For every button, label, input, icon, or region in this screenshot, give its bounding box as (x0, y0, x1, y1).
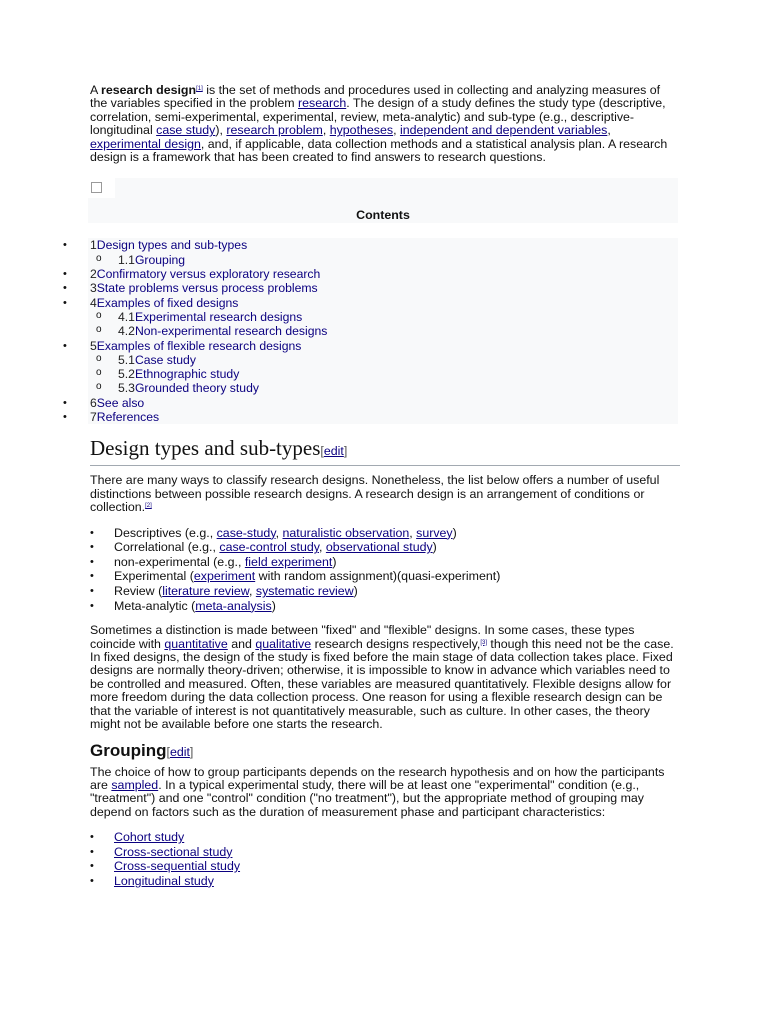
toc-toggle-checkbox[interactable] (91, 182, 102, 193)
list-item (90, 525, 680, 541)
intro-text: A (90, 83, 102, 97)
paragraph-text: research designs respectively, (311, 636, 481, 651)
bracket: ] (343, 444, 348, 459)
intro-text: , and, if applicable, data collection methods and a statistical analysis plan. A research design is a framework that has been created to find answers to research questions. (90, 136, 668, 165)
toc-label: Examples of fixed designs (96, 295, 239, 310)
paragraph-text: . In a typical experimental study, there will be at least one "experimental" condition (e.g., "treatment") and one "control" condition ("no treatment"), but the appropriate method of grouping may depend on factors such as the duration of measurement phase and participant characteristics: (90, 777, 644, 819)
toc-label: Confirmatory versus exploratory research (96, 267, 321, 282)
list-item (90, 873, 680, 889)
bullet-icon: • (63, 268, 67, 281)
section-heading-grouping (90, 742, 680, 761)
circle-bullet-icon: o (96, 367, 102, 379)
paragraph-text: There are many ways to classify research designs. Nonetheless, the list below offers a number of useful distinctions between possible research designs. A research design is an arrangement of conditions or collection. (90, 473, 660, 515)
toc-label: Examples of flexible research designs (96, 338, 302, 353)
toc-list (63, 238, 678, 424)
toc-number: 1.1 (118, 252, 135, 267)
bullet-icon: • (63, 239, 67, 252)
link-research-problem[interactable]: research problem (226, 123, 323, 138)
item-text: Meta-analytic ( (114, 598, 196, 613)
bullet-icon: • (63, 339, 67, 352)
toc-item[interactable] (88, 367, 678, 381)
circle-bullet-icon: o (96, 352, 102, 364)
link-case-study[interactable]: case study (156, 123, 216, 138)
toc-item[interactable] (63, 267, 678, 282)
toc-label: Non-experimental research designs (134, 324, 328, 339)
bullet-icon: • (90, 541, 94, 554)
link-variables[interactable]: independent and dependent variables (399, 123, 608, 138)
item-text: ) (432, 540, 437, 555)
item-text: ) (353, 584, 358, 599)
paragraph-grouping (90, 766, 680, 820)
edit-link[interactable]: edit (323, 444, 344, 459)
toc-link[interactable] (118, 353, 196, 367)
section-heading-design-types (90, 436, 680, 466)
bullet-icon: • (90, 845, 94, 858)
edit-link[interactable]: edit (169, 744, 190, 759)
item-text: ) (332, 554, 337, 569)
link-research[interactable]: research (298, 96, 347, 111)
item-text: Correlational (e.g., (114, 540, 220, 555)
link-cross-sequential-study[interactable]: Cross-sequential study (114, 859, 241, 874)
intro-text: is the set of methods and procedures used in collecting and analyzing measures of the variables specified in the problem (90, 83, 661, 111)
citation-link[interactable]: [2] (145, 503, 152, 510)
toc-label: Experimental research designs (134, 309, 303, 324)
link-longitudinal-study[interactable]: Longitudinal study (114, 873, 214, 888)
link-observational-study[interactable]: observational study (325, 540, 433, 555)
toc-label: Grouping (134, 252, 186, 267)
heading-text: Design types and sub-types (90, 436, 321, 461)
edit-section (166, 745, 193, 759)
toc-label: Ethnographic study (134, 367, 240, 382)
link-qualitative[interactable]: qualitative (255, 636, 312, 651)
toc-number: 1 (90, 238, 97, 253)
paragraph-text: and (227, 636, 256, 651)
link-case-control-study[interactable]: case-control study (219, 540, 320, 555)
bullet-icon: • (90, 526, 94, 539)
separator: , (319, 540, 326, 555)
list-item (90, 569, 680, 584)
toc-number: 5.3 (118, 381, 135, 396)
toc-item[interactable] (88, 253, 678, 267)
separator: , (607, 123, 611, 138)
bracket: [ (166, 744, 170, 759)
bracket: ] (189, 744, 194, 759)
paragraph-text: The choice of how to group participants depends on the research hypothesis and on how the participants are (90, 764, 665, 792)
intro-text: ), (215, 123, 227, 138)
toc-link[interactable] (90, 410, 159, 424)
toc-toggle-area (88, 178, 115, 198)
toc-label: See also (96, 395, 145, 410)
intro-text: . The design of a study defines the study type (descriptive, correlation, semi-experimental, experimental, review, meta-analytic) and sub-type (e.g., descriptive-longitudinal (90, 96, 666, 138)
link-field-experiment[interactable]: field experiment (244, 554, 333, 569)
toc-number: 5.1 (118, 352, 135, 367)
toc-link[interactable] (90, 339, 301, 353)
link-hypotheses[interactable]: hypotheses (329, 123, 394, 138)
heading-text: Grouping (90, 740, 167, 760)
toc-number: 7 (90, 410, 97, 424)
toc-link[interactable] (118, 367, 239, 381)
toc-link[interactable] (90, 396, 144, 410)
toc-link[interactable] (90, 296, 238, 310)
toc-item[interactable] (63, 410, 678, 424)
item-text: Descriptives (e.g., (114, 525, 217, 540)
list-item (90, 598, 680, 614)
toc-link[interactable] (118, 310, 302, 324)
bullet-icon: • (90, 831, 94, 844)
circle-bullet-icon: o (96, 324, 102, 336)
list-item (90, 844, 680, 860)
article (63, 83, 680, 900)
separator: , (248, 584, 256, 599)
link-literature-review[interactable]: literature review (162, 584, 249, 599)
link-naturalistic-observation[interactable]: naturalistic observation (282, 525, 410, 540)
list-item (90, 540, 680, 555)
paragraph-text: Sometimes a distinction is made between "fixed" and "flexible" designs. In some cases, these types coincide with (90, 623, 635, 651)
circle-bullet-icon: o (96, 252, 102, 264)
bullet-icon: • (63, 396, 67, 409)
circle-bullet-icon: o (96, 381, 102, 393)
bullet-icon: • (63, 296, 67, 309)
toc-number: 6 (90, 395, 97, 410)
design-types-list (90, 526, 680, 614)
toc-number: 4 (90, 295, 97, 310)
link-experiment[interactable]: experiment (193, 569, 256, 584)
toc-number: 4.1 (118, 309, 135, 324)
toc-item[interactable] (88, 381, 678, 395)
list-item (90, 554, 680, 570)
separator: , (409, 525, 417, 540)
item-text: with random assignment)(quasi-experiment) (255, 569, 501, 584)
toc-item[interactable] (88, 324, 678, 338)
list-item (90, 859, 680, 874)
bullet-icon: • (90, 599, 94, 612)
toc-number: 4.2 (118, 324, 135, 339)
toc-label: Case study (134, 352, 196, 367)
bracket: [ (320, 444, 324, 459)
list-item (90, 584, 680, 599)
intro-paragraph (90, 84, 680, 164)
toc-number: 5.2 (118, 367, 135, 382)
toc-header (88, 178, 678, 223)
paragraph-fixed-flexible (90, 624, 680, 731)
circle-bullet-icon: o (96, 309, 102, 321)
link-systematic-review[interactable]: systematic review (255, 584, 354, 599)
separator: , (393, 123, 400, 138)
bullet-icon: • (90, 860, 94, 873)
paragraph-classify (90, 474, 680, 514)
toc-item[interactable] (63, 338, 678, 353)
link-experimental-design[interactable]: experimental design (90, 136, 201, 151)
separator: , (275, 525, 283, 540)
toc-link[interactable] (90, 267, 320, 281)
toc-label: State problems versus process problems (96, 281, 318, 296)
toc-item[interactable] (63, 295, 678, 310)
item-text: Experimental ( (114, 569, 194, 584)
toc-title: Contents (356, 208, 410, 223)
toc-link[interactable] (118, 253, 185, 267)
table-of-contents (63, 178, 678, 424)
bullet-icon: • (90, 555, 94, 568)
link-sampled[interactable]: sampled (111, 777, 159, 792)
toc-item[interactable] (88, 353, 678, 367)
bullet-icon: • (63, 282, 67, 295)
citation-link[interactable]: [1] (196, 86, 203, 92)
bullet-icon: • (90, 874, 94, 887)
edit-section (320, 444, 347, 458)
bullet-icon: • (90, 570, 94, 583)
link-quantitative[interactable]: quantitative (164, 636, 228, 651)
toc-link[interactable] (90, 281, 318, 295)
toc-number: 5 (90, 338, 97, 353)
toc-link[interactable] (90, 238, 247, 252)
list-item (90, 830, 680, 845)
term-research-design: research design (101, 83, 197, 97)
toc-label: References (96, 410, 160, 424)
link-cohort-study[interactable]: Cohort study (114, 830, 185, 845)
toc-link[interactable] (118, 381, 259, 395)
bullet-icon: • (90, 585, 94, 598)
link-survey[interactable]: survey (416, 525, 453, 540)
toc-item[interactable] (63, 238, 678, 253)
toc-link[interactable] (118, 324, 327, 338)
separator: , (322, 123, 330, 138)
paragraph-text: though this need not be the case. In fixed designs, the design of the study is fixed before the main stage of data collection takes place. Fixed designs are normally theory-driven; otherwise, it is impossible to know in advance which variables need to be controlled and measured. Often, these variables are measured quantitatively. Flexible designs allow for more freedom during the data collection process. One reason for using a flexible research design can be that the variable of interest is not quantitatively measurable, such as culture. In other cases, the theory might not be available before one starts the research. (90, 636, 674, 732)
item-text: ) (452, 525, 457, 540)
toc-number: 3 (90, 281, 97, 296)
link-cross-sectional-study[interactable]: Cross-sectional study (114, 844, 233, 859)
link-case-study[interactable]: case-study (216, 525, 276, 540)
toc-label: Grounded theory study (134, 381, 259, 396)
link-meta-analysis[interactable]: meta-analysis (195, 598, 272, 613)
citation-link[interactable]: [3] (480, 639, 487, 646)
toc-number: 2 (90, 267, 97, 282)
grouping-list (90, 830, 680, 888)
item-text: non-experimental (e.g., (114, 554, 245, 569)
item-text: Review ( (114, 584, 163, 599)
item-text: ) (271, 598, 276, 613)
toc-item[interactable] (88, 310, 678, 324)
toc-item[interactable] (63, 281, 678, 296)
bullet-icon: • (63, 411, 67, 423)
toc-item[interactable] (63, 395, 678, 410)
toc-label: Design types and sub-types (96, 238, 248, 253)
